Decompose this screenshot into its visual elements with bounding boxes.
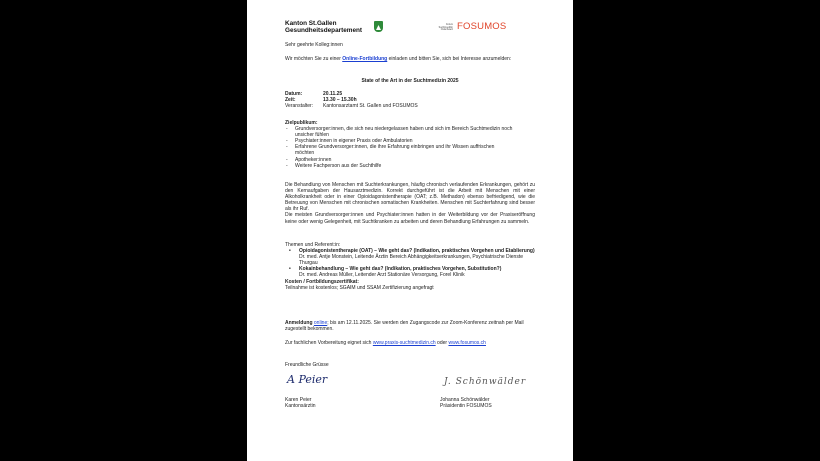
topic-title: • Opioidagonistentherapie (OAT) – Wie geht das? (Indikation, praktisches Vorgehen und Etablierung) — [299, 248, 535, 255]
topic-speaker: Dr. med. Andreas Müller, Leitender Arzt Stationäre Versorgung, Forel Klinik — [299, 272, 465, 279]
organizer-value: Kantonsarztamt St. Gallen und FOSUMOS — [323, 103, 418, 110]
audience-list — [285, 126, 515, 169]
costs-text: Teilnahme ist kostenlos; SGAIM und SSAM Zertifizierung angefragt — [285, 284, 434, 291]
praxis-suchtmedizin-link[interactable]: www.praxis-suchtmedizin.ch — [372, 340, 436, 346]
list-item: - Grundversorger:innen, die sich neu niedergelassen haben und sich im Bereich Suchtmedizin noch unsicher fühlen — [285, 126, 515, 138]
right-signer-role: Präsidentin FOSUMOS — [440, 403, 492, 410]
left-signer — [285, 397, 316, 409]
time-label: Zeit: — [285, 97, 296, 104]
closing: Freundliche Grüsse — [285, 362, 329, 368]
kanton-name: Kanton St.Gallen — [285, 20, 337, 27]
topics-section — [285, 242, 535, 291]
fosumos-logo: FOSUMOS — [457, 21, 507, 32]
list-item: - Weitere Fachperson aus der Suchthilfe — [285, 163, 515, 169]
left-signer-role: Kantonsärztin — [285, 403, 316, 410]
body-paragraph-1: Die Behandlung von Menschen mit Suchterkrankungen, häufig chronisch verlaufenden Erkrankungen, gehört zu den Kernaufgaben der Hausarztmedizin. Korrekt durchgeführt ist die Arbeit mit Menschen mit einer Alkoholkrankheit oder in einer Opioidagonistentherapie (OAT; z.B. Methadon) ebenso befriedigend, wie die Betreuung von Menschen mit chronischen somatischen Krankheiten. Menschen mit Suchterfahrung sind besser als ihr Ruf. — [285, 182, 535, 213]
date-label: Datum: — [285, 91, 303, 97]
register-label: Anmeldung — [285, 320, 313, 326]
body-text — [285, 182, 535, 225]
list-item — [285, 266, 535, 278]
right-signer-name: Johanna Schönwälder — [440, 397, 490, 403]
audience-section — [285, 120, 515, 169]
organizer-label: Veranstalter: — [285, 103, 314, 110]
event-title: State of the Art in der Suchtmedizin 2025 — [361, 78, 459, 84]
body-paragraph-2: Die meisten Grundversorger:innen und Psychiater:innen hatten in der Weiterbildung vor der Praxiseröffnung keine oder wenig Gelegenheit, mit Suchtkranken zu arbeiten und deren Behandlung Erfahrungen zu sammeln. — [285, 212, 535, 225]
registration-paragraph: Anmeldung online; bis am 12.11.2025. Sie werden den Zugangscode zur Zoom-Konferenz zeitnah per Mail zugestellt bekommen. — [285, 320, 524, 333]
left-signer-name: Karen Peier — [285, 397, 312, 403]
fosumos-tagline: Forum Suchtmedizin Ostschweiz — [438, 23, 453, 32]
topic-title: • Kokainbehandlung – Wie geht das? (Indikation, praktisches Vorgehen, Substitution?) — [299, 266, 502, 273]
intro-paragraph: Wir möchten Sie zu einer Online-Fortbildung einladen und bitten Sie, sich bei Interesse anzumelden: — [285, 56, 512, 62]
register-online-link[interactable]: online — [313, 320, 328, 326]
list-item: - Psychiater:innen in eigener Praxis oder Ambulatorien — [285, 138, 515, 144]
costs-title: Kosten / Fortbildungszertifikat: — [285, 278, 359, 285]
fosumos-link[interactable]: www.fosumos.ch — [448, 340, 486, 346]
topics-title: Themen und Referent:in: — [285, 242, 341, 248]
st-gallen-crest-icon — [374, 21, 383, 32]
salutation: Sehr geehrte Kolleg:innen — [285, 42, 343, 48]
preparation-paragraph: Zur fachlichen Vorbereitung eignet sich www.praxis-suchtmedizin.ch oder www.fosumos.ch — [285, 340, 486, 346]
kanton-logo-text — [285, 20, 362, 34]
right-signer — [440, 397, 492, 409]
document-page — [247, 0, 573, 461]
left-signature: A Peier — [287, 373, 328, 386]
online-fortbildung-link[interactable]: Online-Fortbildung — [342, 56, 388, 62]
audience-title: Zielpublikum: — [285, 120, 318, 126]
list-item: - Apotheker:innen — [285, 157, 515, 163]
event-details — [285, 91, 535, 109]
right-signature: J. Schönwälder — [444, 377, 527, 387]
department-name: Gesundheitsdepartement — [285, 27, 363, 35]
topics-list — [285, 248, 535, 278]
topic-speaker: Dr. med. Antje Monstein, Leitende Ärztin Bereich Abhängigkeitserkrankungen, Psychiatrische Dienste Thurgau — [299, 254, 524, 267]
list-item — [285, 248, 535, 266]
list-item: - Erfahrene Grundversorger:innen, die ihre Erfahrung einbringen und ihr Wissen auffrischen möchten — [285, 144, 515, 156]
time-value: 13.30 – 15.30h — [323, 97, 357, 104]
date-value: 20.11.25 — [323, 91, 343, 97]
